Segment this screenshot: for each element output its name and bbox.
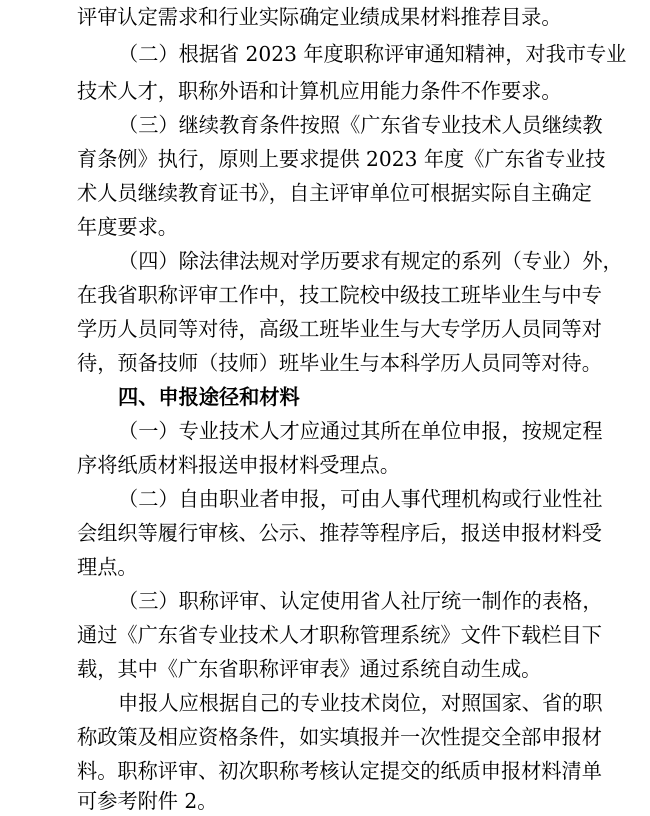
paragraph-first-line: （二）根据省 2023 年度职称评审通知精神，对我市专业 [118, 42, 627, 66]
body-text-line: 在我省职称评审工作中，技工院校中级技工班毕业生与中专 [77, 283, 602, 307]
body-text-line: 术人员继续教育证书》，自主评审单位可根据实际自主确定 [77, 181, 592, 205]
body-text-line: 待，预备技师（技师）班毕业生与本科学历人员同等对待。 [77, 351, 602, 375]
body-text-line: 序将纸质材料报送申报材料受理点。 [77, 453, 401, 477]
body-text-line: 会组织等履行审核、公示、推荐等程序后，报送申报材料受 [77, 521, 602, 545]
paragraph-first-line: 申报人应根据自己的专业技术岗位，对照国家、省的职 [118, 691, 603, 715]
body-text-line: 评审认定需求和行业实际确定业绩成果材料推荐目录。 [77, 5, 562, 29]
body-text-line: 学历人员同等对待，高级工班毕业生与大专学历人员同等对 [77, 317, 602, 341]
body-text-line: 育条例》执行，原则上要求提供 2023 年度《广东省专业技 [77, 147, 606, 171]
paragraph-first-line: （四）除法律法规对学历要求有规定的系列（专业）外， [118, 249, 623, 273]
body-text-line: 理点。 [77, 555, 138, 579]
body-text-line: 料。职称评审、初次职称考核认定提交的纸质申报材料清单 [77, 759, 602, 783]
paragraph-first-line: （三）继续教育条件按照《广东省专业技术人员继续教 [118, 113, 603, 137]
paragraph-first-line: （二）自由职业者申报，可由人事代理机构或行业性社 [118, 487, 603, 511]
paragraph-first-line: （三）职称评审、认定使用省人社厅统一制作的表格， [118, 589, 603, 613]
body-text-line: 通过《广东省专业技术人才职称管理系统》文件下载栏目下 [77, 623, 602, 647]
body-text-line: 称政策及相应资格条件，如实填报并一次性提交全部申报材 [77, 725, 602, 749]
body-text-line: 技术人才，职称外语和计算机应用能力条件不作要求。 [77, 79, 562, 103]
body-text-line: 年度要求。 [77, 215, 178, 239]
section-heading: 四、申报途径和材料 [118, 385, 300, 409]
body-text-line: 可参考附件 2。 [77, 789, 218, 813]
paragraph-first-line: （一）专业技术人才应通过其所在单位申报，按规定程 [118, 419, 603, 443]
body-text-line: 载，其中《广东省职称评审表》通过系统自动生成。 [77, 657, 542, 681]
